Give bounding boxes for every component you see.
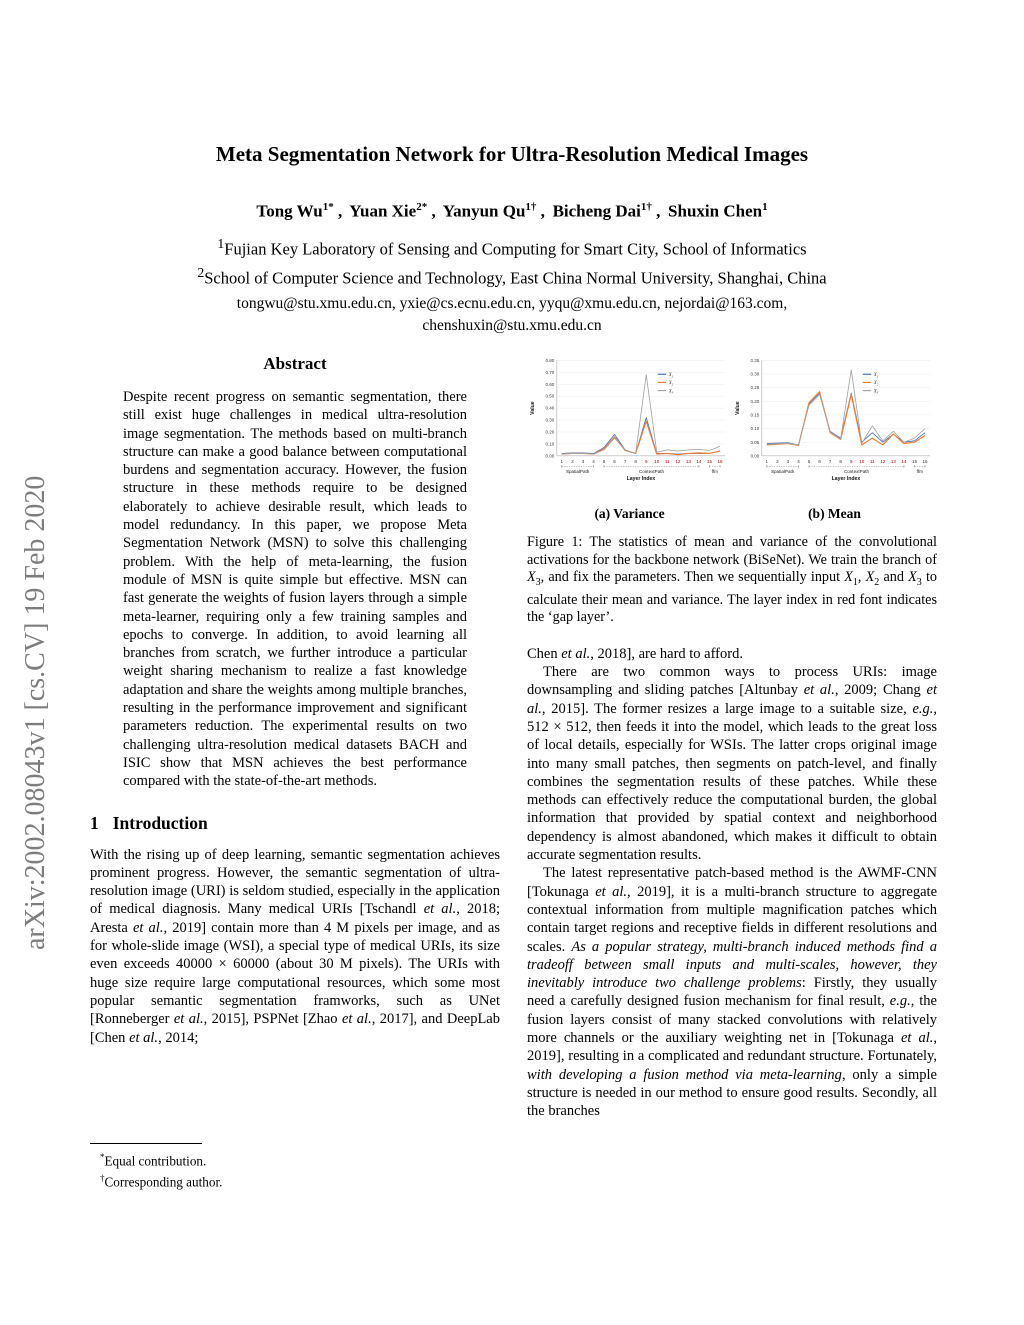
svg-text:0.00: 0.00: [750, 453, 760, 459]
svg-text:0.20: 0.20: [545, 429, 555, 435]
author-emails-line2: chenshuxin@stu.xmu.edu.cn: [422, 316, 602, 334]
svg-text:SpatialPath: SpatialPath: [770, 468, 795, 474]
svg-text:4: 4: [592, 458, 595, 464]
svg-text:16: 16: [922, 458, 928, 464]
paper-title: Meta Segmentation Network for Ultra-Resolution Medical Images: [215, 142, 809, 166]
svg-text:1: 1: [765, 458, 769, 464]
svg-text:13: 13: [685, 458, 691, 464]
svg-text:9: 9: [849, 458, 853, 464]
variance-chart: [527, 352, 732, 522]
svg-text:0.60: 0.60: [545, 381, 555, 387]
svg-text:10: 10: [859, 458, 865, 464]
section-number: 1: [90, 812, 99, 833]
svg-text:6: 6: [613, 458, 616, 464]
svg-text:2: 2: [776, 458, 779, 464]
svg-text:0.40: 0.40: [545, 405, 555, 411]
svg-text:7: 7: [623, 458, 627, 464]
svg-text:ffm: ffm: [916, 468, 923, 474]
figure-1-charts: [527, 352, 937, 522]
svg-text:15: 15: [706, 458, 713, 464]
svg-text:0.00: 0.00: [545, 453, 555, 459]
right-paragraph-3: The latest representative patch-based method is the AWMF-CNN [Tokunaga et al., 2019], it is a multi-branch structure to aggregate contextual information from multiple magnification patches which contain target regions and receptive fields in different resolutions and scales. As a popular strategy, multi-branch induced methods find a tradeoff between small inputs and multi-scales, however, they inevitably introduce two challenge problems: Firstly, they usually need a carefully designed fusion mechanism for final result, e.g., the fusion layers consist of many stacked convolutions with relatively more channels or the auxiliary weighting net in [Tokunaga et al., 2019], resulting in a complicated and redundant structure. Fortunately, with developing a fusion method via meta-learning, only a simple structure is needed in our method to ensure good results. Secondly, all the branches: [527, 865, 938, 1120]
svg-text:5: 5: [807, 458, 811, 464]
affiliation-2: $^2$School of Computer Science and Technology, East China Normal University, Shanghai, China: [197, 265, 827, 288]
svg-text:0.05: 0.05: [750, 439, 760, 445]
mean-chart: [732, 352, 937, 522]
introduction-paragraph-1: With the rising up of deep learning, semantic segmentation achieves prominent progress. However, the semantic segmentation of ultra-resolution image (URI) is seldom studied, especially in the application of medical diagnosis. Many medical URIs [Tschandl et al., 2018; Aresta et al., 2019] contain more than 4 M pixels per image, and as for whole-slide image (WSI), a special type of medical URIs, its size even exceeds 40000 × 60000 (about 30 M pixels). The URIs with huge size require large computational resources, which some most popular semantic segmentation framworks, such as UNet [Ronneberger et al., 2015], PSPNet [Zhao et al., 2017], and DeepLab [Chen et al., 2014;: [90, 846, 501, 1046]
paper-header: [0, 142, 1024, 335]
svg-text:0.30: 0.30: [750, 371, 760, 377]
arxiv-watermark: arXiv:2002.08043v1 [cs.CV] 19 Feb 2020: [20, 475, 51, 950]
svg-text:15: 15: [911, 458, 918, 464]
variance-chart-svg: [527, 352, 732, 504]
svg-text:9: 9: [644, 458, 648, 464]
svg-text:0.35: 0.35: [750, 357, 760, 363]
svg-text:0.15: 0.15: [750, 412, 760, 418]
svg-text:ffm: ffm: [711, 468, 718, 474]
svg-text:12: 12: [880, 458, 886, 464]
svg-text:12: 12: [675, 458, 681, 464]
right-paragraph-2: There are two common ways to process URIs: image downsampling and sliding patches [Altunbay et al., 2009; Chang et al., 2015]. The former resizes a large image to a suitable size, e.g., 512 × 512, then feeds it into the model, which leads to the great loss of local details, especially for WSIs. The latter crops original image into many small patches, then segments on patch-level, and finally combines the segmentation results of these patches. While these methods can effectively reduce the computational burden, the global information that provided by spatial context and neighborhood dependency is almost abandoned, which makes it difficult to obtain accurate segmentation results.: [527, 664, 937, 864]
svg-text:16: 16: [717, 458, 723, 464]
svg-text:X3: $X_3$: [668, 389, 674, 395]
svg-text:0.80: 0.80: [545, 357, 555, 363]
svg-text:10: 10: [654, 458, 660, 464]
svg-text:8: 8: [634, 458, 637, 464]
svg-text:0.20: 0.20: [750, 398, 760, 404]
footnote-corresponding-author: †Corresponding author.: [100, 1172, 223, 1189]
left-column: [90, 352, 500, 1190]
section-heading-introduction: [90, 813, 500, 834]
svg-text:0.10: 0.10: [750, 426, 760, 432]
svg-text:3: 3: [786, 458, 790, 464]
svg-text:4: 4: [797, 458, 800, 464]
svg-text:5: 5: [602, 458, 606, 464]
affiliation-1: $^1$Fujian Key Laboratory of Sensing and Computing for Smart City, School of Informatics: [217, 235, 807, 259]
svg-text:3: 3: [581, 458, 585, 464]
svg-text:0.30: 0.30: [545, 417, 555, 423]
svg-text:0.70: 0.70: [545, 369, 555, 375]
right-column: [527, 352, 937, 1190]
svg-text:11: 11: [869, 458, 875, 464]
svg-text:8: 8: [839, 458, 842, 464]
svg-text:Layer Index: Layer Index: [831, 476, 861, 483]
svg-text:X3: $X_3$: [873, 389, 879, 395]
svg-text:Value: Value: [529, 401, 536, 415]
svg-text:14: 14: [901, 458, 907, 464]
svg-text:0.10: 0.10: [545, 441, 555, 447]
svg-text:6: 6: [818, 458, 821, 464]
svg-text:ContextPath: ContextPath: [638, 468, 665, 474]
svg-text:X1: $X_1$: [668, 372, 674, 379]
svg-text:7: 7: [828, 458, 832, 464]
svg-text:0.25: 0.25: [750, 385, 760, 391]
svg-text:X1: $X_1$: [873, 372, 879, 379]
svg-text:Layer Index: Layer Index: [626, 476, 656, 483]
two-column-body: [90, 352, 938, 1190]
abstract-text: Despite recent progress on semantic segmentation, there still exist huge challenges in medical ultra-resolution image segmentation. The methods based on multi-branch structure can make a good balance between computational burdens and segmentation accuracy. However, the fusion structure in these methods require to be designed elaborately to achieve desirable result, which leads to model redundancy. In this paper, we propose Meta Segmentation Network (MSN) to solve this challenging problem. With the help of meta-learning, the fusion module of MSN is quite simple but effective. MSN can fast generate the weights of fusion layers through a simple meta-learner, requiring only a few training samples and epochs to converge. In addition, to avoid learning all branches from scratch, we further introduce a particular weight sharing mechanism to realize a fast knowledge adaptation and share the weights among multiple branches, resulting in the performance improvement and significant parameters reduction. The experimental results on two challenging ultra-resolution medical datasets BACH and ISIC show that MSN achieves the best performance compared with the state-of-the-art methods.: [123, 389, 467, 790]
section-title: Introduction: [112, 812, 208, 833]
figure-1-caption: Figure 1: The statistics of mean and variance of the convolutional activations for the backbone network (BiSeNet). We train the branch of $X_3$, and fix the parameters. Then we sequentially input $X_1$, $X_2$ and $X_3$ to calculate their mean and variance. The layer index in red font indicates the ‘gap layer’.: [527, 534, 937, 626]
mean-chart-svg: [732, 352, 937, 504]
svg-text:0.50: 0.50: [545, 393, 555, 399]
figure-1: [527, 352, 937, 627]
svg-text:X2: $X_2$: [668, 381, 674, 387]
svg-text:2: 2: [571, 458, 574, 464]
svg-text:13: 13: [890, 458, 896, 464]
author-list: Tong $Wu^{1*}$ , Yuan Xie$^{2*}$ , Yanyun $Qu^{1\dagger}$ , Bicheng Dai$^{1\dagger}$ , Shuxin Chen$^1$: [256, 201, 768, 221]
footnotes: [90, 1143, 500, 1190]
svg-text:Value: Value: [734, 401, 741, 415]
svg-text:ContextPath: ContextPath: [843, 468, 870, 474]
footnote-equal-contribution: *Equal contribution.: [100, 1152, 207, 1169]
svg-text:SpatialPath: SpatialPath: [565, 468, 590, 474]
footnote-rule: [90, 1143, 202, 1144]
variance-chart-caption: (a) Variance: [594, 506, 665, 521]
right-paragraph-1: Chen et al., 2018], are hard to afford.: [527, 645, 743, 662]
svg-text:14: 14: [696, 458, 702, 464]
svg-text:X2: $X_2$: [873, 381, 879, 387]
svg-text:1: 1: [560, 458, 564, 464]
abstract-heading: Abstract: [263, 354, 327, 373]
mean-chart-caption: (b) Mean: [808, 506, 861, 521]
author-emails-line1: tongwu@stu.xmu.edu.cn, yxie@cs.ecnu.edu.cn, yyqu@xmu.edu.cn, nejordai@163.com,: [236, 294, 788, 312]
svg-text:11: 11: [664, 458, 670, 464]
